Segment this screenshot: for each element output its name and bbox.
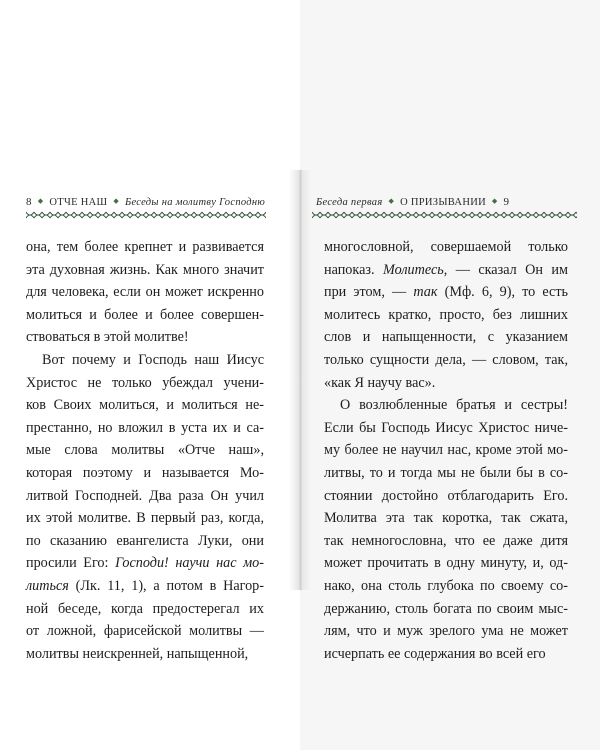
text-span: напоказ.	[324, 261, 383, 278]
text-line	[324, 259, 568, 282]
text-span: ной беседе, когда предостерегал их	[26, 600, 264, 617]
text-span: только сущности дела, — словом, так,	[324, 351, 568, 368]
text-line	[26, 552, 264, 575]
text-line	[324, 643, 568, 666]
text-line	[324, 620, 568, 643]
text-line	[26, 485, 264, 508]
text-line	[324, 281, 568, 304]
text-span: при этом, —	[324, 284, 414, 301]
text-span: (Лк. 11, 1), а потом в Нагор-	[68, 577, 264, 594]
text-line	[26, 349, 264, 372]
text-span: может прочитать в одну минуту, и, од-	[324, 555, 568, 572]
text-line	[324, 507, 568, 530]
text-line	[26, 259, 264, 282]
text-span: нако, она столь глубока по своему со-	[324, 577, 568, 594]
text-span: молитвы неискренней, напыщенной,	[26, 645, 249, 662]
text-line	[324, 304, 568, 327]
text-span: Если бы Господь Иисус Христос ниче-	[324, 419, 568, 436]
text-span: литвы, то и тогда мы не были бы в со-	[324, 464, 568, 481]
text-span: многословной, совершаемой только	[324, 239, 568, 255]
text-span: «как Я научу вас».	[324, 374, 436, 391]
diamond-separator-icon: ◆	[491, 197, 498, 205]
text-line	[26, 575, 264, 598]
text-span: держанию, столь богата по своим мыс-	[324, 600, 568, 617]
text-line	[26, 643, 264, 666]
text-span: Молитва эта так коротка, так сжата,	[324, 510, 568, 527]
book-gutter	[289, 170, 311, 590]
text-line	[26, 507, 264, 530]
text-line	[26, 598, 264, 621]
italic-text-span: так	[413, 284, 438, 301]
text-span: (Мф. 6, 9), то есть	[437, 284, 569, 301]
text-span: мые слова молитвы «Отче наш»,	[26, 442, 264, 459]
text-span: молиться и более и более совершен-	[26, 306, 264, 323]
text-line	[324, 575, 568, 598]
text-span: ствоваться в этой молитве!	[26, 329, 189, 346]
right-running-title: О ПРИЗЫВАНИИ	[400, 197, 486, 208]
page-number-left: 8	[26, 196, 32, 208]
text-line	[26, 326, 264, 349]
text-line	[324, 372, 568, 395]
text-span: она, тем более крепнет и развивается	[26, 239, 264, 255]
text-span: Христос не только убеждал учени-	[26, 374, 264, 391]
italic-text-span: Молитесь,	[382, 261, 448, 278]
text-line	[26, 462, 264, 485]
diamond-separator-icon: ◆	[113, 197, 120, 205]
left-page-text	[26, 236, 264, 665]
text-span: Вот почему и Господь наш Иисус	[42, 351, 264, 368]
text-line	[324, 394, 568, 417]
text-line	[324, 462, 568, 485]
text-span: просили Его:	[26, 555, 116, 572]
text-line	[324, 349, 568, 372]
text-span: для человека, если он может искренно	[26, 284, 264, 301]
text-line	[324, 439, 568, 462]
text-line	[26, 281, 264, 304]
text-line	[26, 304, 264, 327]
text-line	[324, 236, 568, 259]
text-span: которая поэтому и называется Мо-	[26, 464, 264, 481]
text-span: исчерпать ее содержания во всей его	[324, 645, 546, 662]
text-line	[324, 530, 568, 553]
text-line	[26, 394, 264, 417]
right-running-subtitle: Беседа первая	[316, 197, 383, 208]
italic-text-span: литься	[26, 577, 69, 594]
text-line	[324, 485, 568, 508]
text-span: лям, что и муж зрелого ума не может	[324, 623, 568, 640]
left-running-title: ОТЧЕ НАШ	[49, 197, 108, 208]
text-span: по сказанию евангелиста Луки, они	[26, 532, 264, 549]
text-span: литвой Господней. Два раза Он учил	[26, 487, 264, 504]
text-span: — сказал Он им	[447, 261, 569, 278]
text-span: эта духовная жизнь. Как много значит	[26, 261, 264, 278]
italic-text-span: Господи! научи нас мо-	[115, 555, 264, 572]
text-line	[324, 326, 568, 349]
text-line	[324, 598, 568, 621]
ornament-rule-right	[312, 210, 577, 220]
text-span: от ложной, фарисейской молитвы —	[26, 623, 264, 640]
text-line	[26, 439, 264, 462]
text-span: стоянии достойно отблагодарить Его.	[324, 487, 568, 504]
page-number-right: 9	[503, 196, 510, 208]
text-line	[26, 417, 264, 440]
left-running-subtitle: Беседы на молитву Господню	[124, 197, 266, 208]
right-page-text	[324, 236, 568, 665]
diamond-separator-icon: ◆	[37, 197, 44, 205]
right-running-head	[316, 196, 509, 208]
text-line	[26, 530, 264, 553]
text-span: их этой молитве. В первый раз, когда,	[26, 510, 264, 527]
text-line	[26, 620, 264, 643]
text-line	[26, 236, 264, 259]
text-line	[324, 417, 568, 440]
text-span: слов и напыщенности, с указанием	[324, 329, 568, 346]
text-span: молитесь кратко, просто, без лишних	[324, 306, 568, 323]
text-span: му более не научил нас, кроме этой мо-	[324, 442, 568, 459]
diamond-separator-icon: ◆	[388, 197, 395, 205]
text-line	[26, 372, 264, 395]
text-span: престанно, но вложил в уста их и са-	[26, 419, 264, 436]
left-running-head	[26, 196, 265, 208]
text-line	[324, 552, 568, 575]
ornament-rule-left	[26, 210, 266, 220]
text-span: ков Своих молиться, и молиться не-	[26, 397, 264, 414]
text-span: так немногословна, что ее даже дитя	[324, 532, 568, 549]
text-span: О возлюбленные братья и сестры!	[340, 397, 568, 414]
